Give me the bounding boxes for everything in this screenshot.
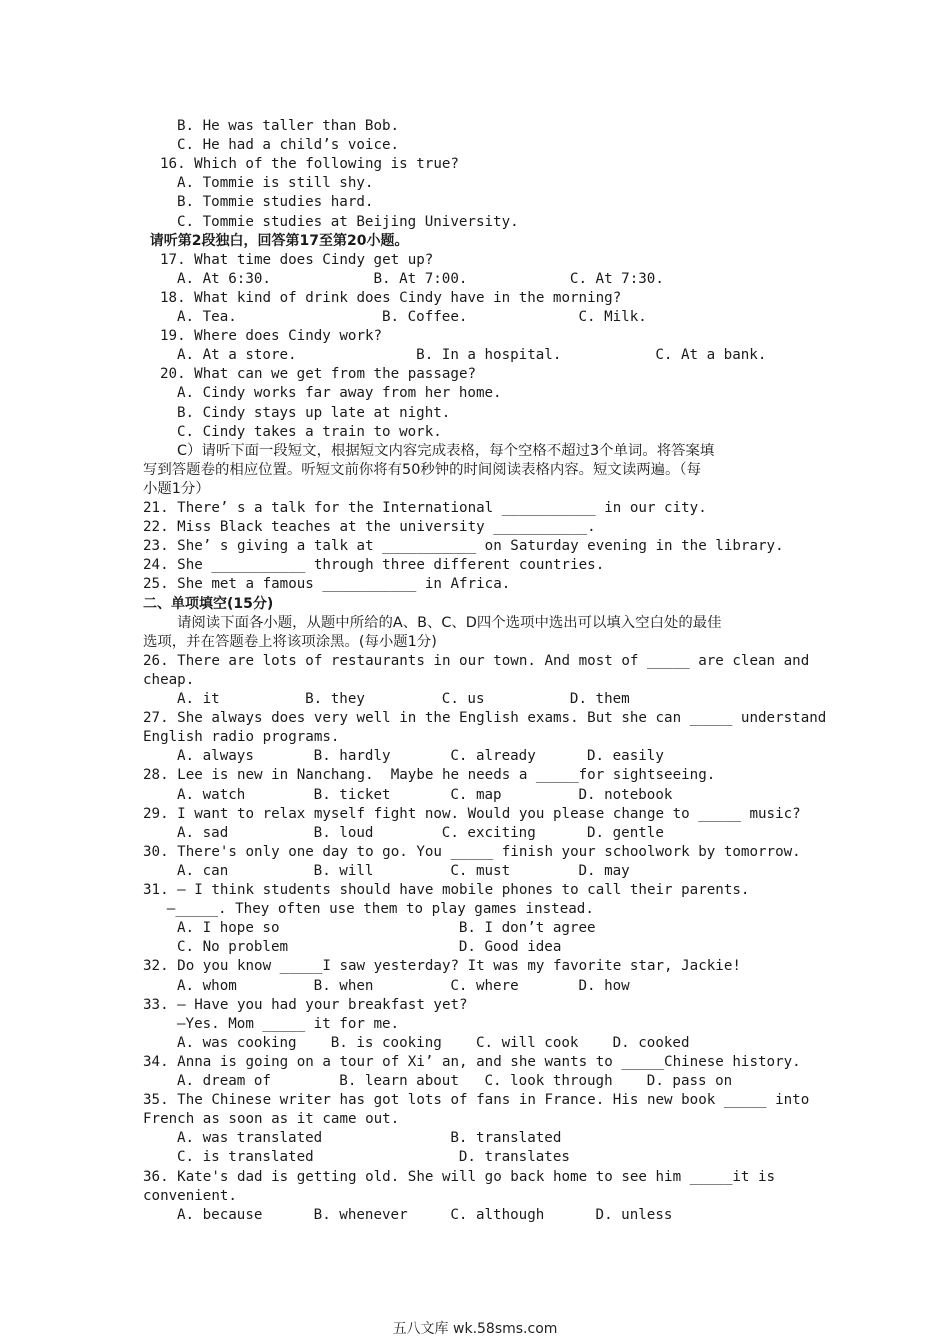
text-line: 18. What kind of drink does Cindy have in the morning? [160,289,622,306]
text-line: 请阅读下面各小题，从题中所给的A、B、C、D四个选项中选出可以填入空白处的最佳 [177,614,722,631]
text-line: B. Cindy stays up late at night. [177,404,451,421]
text-line: A. dream of B. learn about C. look through D. pass on [177,1073,733,1089]
section-heading: 二、单项填空(15分) [143,595,274,612]
text-line: A. watch B. ticket C. map D. notebook [177,786,673,803]
text-line: A. At 6:30. B. At 7:00. C. At 7:30. [177,270,664,287]
text-line: C. Tommie studies at Beijing University. [177,213,519,230]
text-line: 23. She’ s giving a talk at ___________ on Saturday evening in the library. [143,538,784,555]
text-line: 选项，并在答题卷上将该项涂黑。(每小题1分) [143,633,437,650]
section-heading: 请听第2段独白，回答第17至第20小题。 [149,232,409,249]
text-line: —_____. They often use them to play games instead. [166,901,594,918]
text-line: A. sad B. loud C. exciting D. gentle [177,824,664,841]
text-line: 22. Miss Black teaches at the university ___________. [143,519,596,536]
text-line: 29. I want to relax myself fight now. Would you please change to _____ music? [143,805,801,822]
text-line: A. because B. whenever C. although D. unless [177,1206,673,1223]
page-footer: 五八文库 wk.58sms.com [392,1321,558,1337]
text-line: A. can B. will C. must D. may [177,862,630,879]
text-line: 21. There’ s a talk for the International ___________ in our city. [143,500,707,516]
text-line: A. At a store. B. In a hospital. C. At a bank. [177,347,767,364]
text-line: A. Cindy works far away from her home. [177,385,502,402]
text-line: 25. She met a famous ___________ in Africa. [143,576,511,593]
text-line: English radio programs. [143,729,340,746]
text-line: 19. Where does Cindy work? [160,328,383,345]
text-line: B. Tommie studies hard. [177,194,374,211]
text-line: 写到答题卷的相应位置。听短文前你将有50秒钟的时间阅读表格内容。短文读两遍。（每 [143,461,701,478]
text-line: C. He had a child’s voice. [177,137,400,154]
text-line: 33. — Have you had your breakfast yet? [143,996,468,1013]
text-line: convenient. [143,1187,237,1204]
text-line: C. No problem D. Good idea [177,939,562,956]
text-line: A. it B. they C. us D. them [177,691,630,707]
text-line: 36. Kate's dad is getting old. She will go back home to see him _____it is [143,1168,776,1185]
text-line: 27. She always does very well in the English exams. But she can _____ understand [143,710,827,727]
text-line: 34. Anna is going on a tour of Xi’ an, and she wants to _____Chinese history. [143,1053,801,1070]
text-line: A. whom B. when C. where D. how [177,977,630,994]
text-line: A. Tea. B. Coffee. C. Milk. [177,309,647,325]
text-line: 30. There's only one day to go. You _____ finish your schoolwork by tomorrow. [143,843,801,860]
text-line: cheap. [143,671,195,688]
text-line: A. always B. hardly C. already D. easily [177,748,664,765]
text-line: 小题1分） [143,480,210,497]
text-line: 20. What can we get from the passage? [160,366,477,383]
text-line: C）请听下面一段短文，根据短文内容完成表格，每个空格不超过3个单词。将答案填 [177,442,715,459]
text-line: C. is translated D. translates [177,1149,570,1166]
text-line: C. Cindy takes a train to work. [177,423,442,440]
text-line: A. was translated B. translated [177,1130,562,1147]
text-line: 26. There are lots of restaurants in our town. And most of _____ are clean and [143,652,810,669]
text-line: 28. Lee is new in Nanchang. Maybe he needs a _____for sightseeing. [143,767,716,784]
text-line: 24. She ___________ through three different countries. [143,557,605,574]
text-line: 16. Which of the following is true? [160,156,459,173]
text-line: —Yes. Mom _____ it for me. [177,1015,400,1032]
text-line: A. I hope so B. I don’t agree [177,920,596,937]
text-line: B. He was taller than Bob. [177,118,400,134]
text-line: 32. Do you know _____I saw yesterday? It was my favorite star, Jackie! [143,958,741,975]
text-line: A. Tommie is still shy. [177,175,374,192]
text-line: 31. — I think students should have mobile phones to call their parents. [143,882,750,898]
text-line: 35. The Chinese writer has got lots of fans in France. His new book _____ into [143,1092,810,1109]
text-line: 17. What time does Cindy get up? [160,251,434,268]
text-line: French as soon as it came out. [143,1111,400,1128]
text-line: A. was cooking B. is cooking C. will cook D. cooked [177,1034,690,1051]
